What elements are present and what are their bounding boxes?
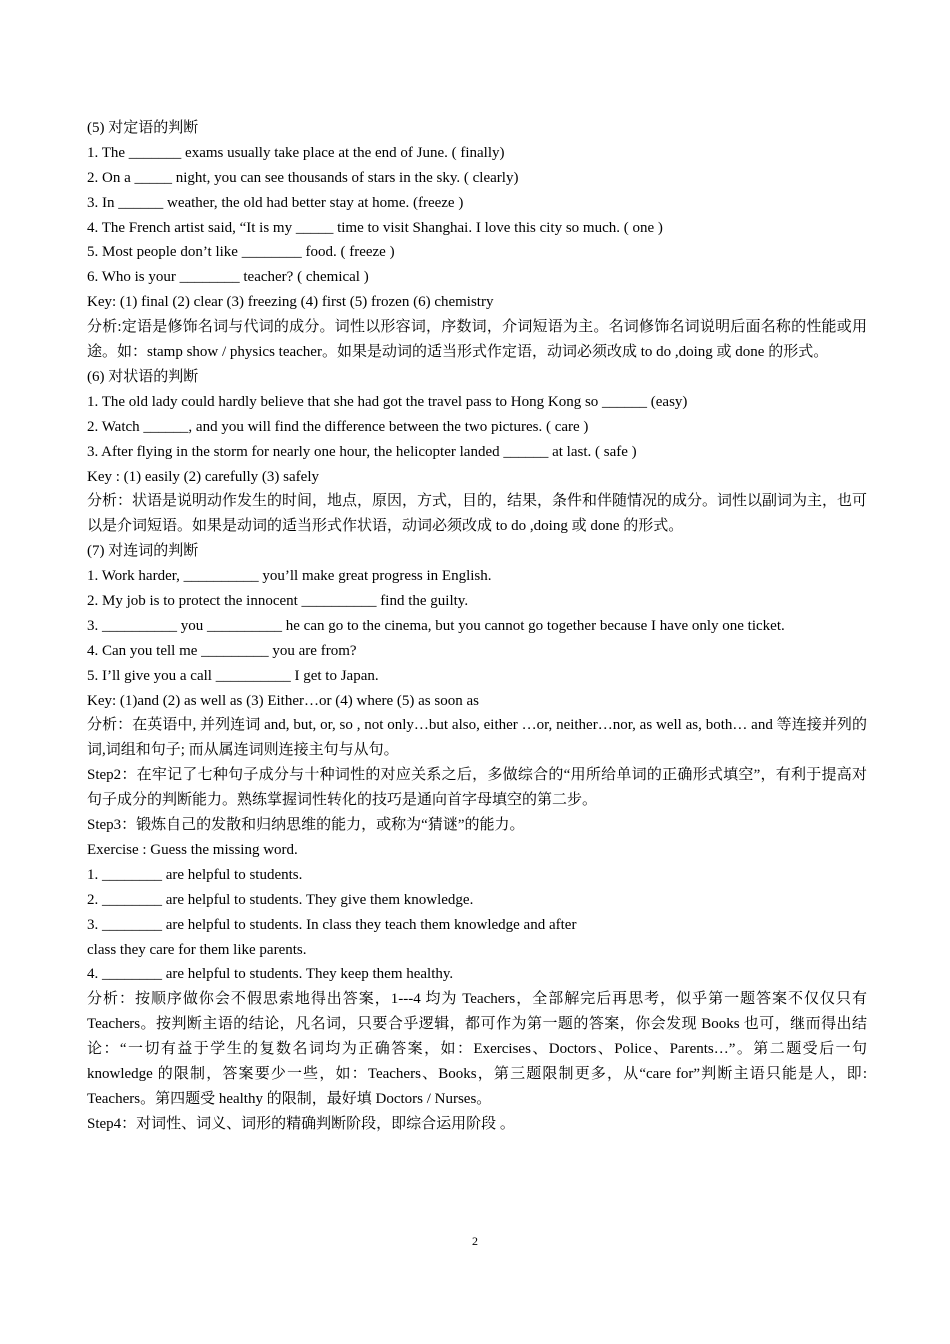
section-heading-attributive: (5) 对定语的判断 (87, 120, 199, 136)
analysis-paragraph: 分析：按顺序做你会不假思索地得出答案，1---4 均为 Teachers，全部解完后再思考，似乎第一题答案不仅仅只有 Teachers。按判断主语的结论，凡名词，只要合乎逻辑，都可作为第一题的答案，你会发现 Books 也可，继而得出结论：“一切有益于学生的复数名词均为正确答案，如：Exercises、Doctors、Police、Parents…”。第二题受后一句 knowledge 的限制，答案要少一些，如：Teachers、Books，第三题限制更多，从“care for”判断主语只能是人，即: Teachers。第四题受 healthy 的限制，最好填 Doctors / Nurses。 (87, 991, 867, 1107)
exercise-line: 2. Watch ______, and you will find the difference between the two pictures. ( care ) (87, 418, 589, 435)
exercise-line: 5. Most people don’t like ________ food. ( freeze ) (87, 244, 395, 261)
exercise-line: class they care for them like parents. (87, 941, 307, 958)
step-paragraph: Step4：对词性、词义、词形的精确判断阶段，即综合运用阶段 。 (87, 1115, 515, 1132)
exercise-line: 6. Who is your ________ teacher? ( chemical ) (87, 269, 369, 286)
analysis-paragraph: 分析：状语是说明动作发生的时间，地点，原因，方式，目的，结果，条件和伴随情况的成分。词性以副词为主，也可以是介词短语。如果是动词的适当形式作状语，动词必须改成 to do ,doing 或 done 的形式。 (87, 493, 867, 535)
exercise-line: 2. ________ are helpful to students. They give them knowledge. (87, 891, 474, 908)
exercise-line: 1. ________ are helpful to students. (87, 866, 303, 883)
answer-key: Key: (1)and (2) as well as (3) Either…or (4) where (5) as soon as (87, 692, 479, 709)
analysis-paragraph: 分析:定语是修饰名词与代词的成分。词性以形容词，序数词，介词短语为主。名词修饰名词说明后面名称的性能或用途。如：stamp show / physics teacher。如果是动词的适当形式作定语，动词必须改成 to do ,doing 或 done 的形式。 (87, 319, 867, 361)
analysis-paragraph: 分析：在英语中, 并列连词 and, but, or, so , not only…but also, either …or, neither…nor, as well as, both… and 等连接并列的词,词组和句子; 而从属连词则连接主句与从句。 (87, 717, 867, 759)
page-body (87, 116, 867, 1137)
exercise-line: 3. After flying in the storm for nearly one hour, the helicopter landed ______ at last. ( safe ) (87, 443, 637, 460)
exercise-line: 1. Work harder, __________ you’ll make great progress in English. (87, 568, 492, 585)
exercise-line: 4. Can you tell me _________ you are from? (87, 642, 357, 659)
step-paragraph: Step3：锻炼自己的发散和归纳思维的能力，或称为“猜谜”的能力。 (87, 817, 525, 834)
section-heading-adverbial: (6) 对状语的判断 (87, 368, 199, 385)
answer-key: Key : (1) easily (2) carefully (3) safely (87, 468, 319, 485)
exercise-line: 3. In ______ weather, the old had better stay at home. (freeze ) (87, 194, 464, 211)
section-heading-conjunction: (7) 对连词的判断 (87, 543, 199, 560)
exercise-line: 3. ________ are helpful to students. In class they teach them knowledge and after (87, 916, 577, 933)
answer-key: Key: (1) final (2) clear (3) freezing (4) first (5) frozen (6) chemistry (87, 294, 494, 311)
exercise-heading: Exercise : Guess the missing word. (87, 841, 298, 858)
exercise-line: 4. The French artist said, “It is my _____ time to visit Shanghai. I love this city so much. ( one ) (87, 219, 663, 236)
exercise-line: 4. ________ are helpful to students. They keep them healthy. (87, 966, 454, 983)
exercise-line: 1. The _______ exams usually take place at the end of June. ( finally) (87, 144, 505, 161)
step-paragraph: Step2：在牢记了七种句子成分与十种词性的对应关系之后，多做综合的“用所给单词的正确形式填空”，有利于提高对句子成分的判断能力。熟练掌握词性转化的技巧是通向首字母填空的第二步。 (87, 767, 867, 809)
exercise-line: 5. I’ll give you a call __________ I get to Japan. (87, 667, 379, 684)
exercise-line: 2. My job is to protect the innocent __________ find the guilty. (87, 592, 469, 609)
exercise-line: 2. On a _____ night, you can see thousands of stars in the sky. ( clearly) (87, 169, 519, 186)
exercise-line: 3. __________ you __________ he can go to the cinema, but you cannot go together because I have only one ticket. (87, 617, 785, 634)
exercise-line: 1. The old lady could hardly believe that she had got the travel pass to Hong Kong so ______ (easy) (87, 393, 688, 410)
page-number: 2 (472, 1234, 478, 1248)
